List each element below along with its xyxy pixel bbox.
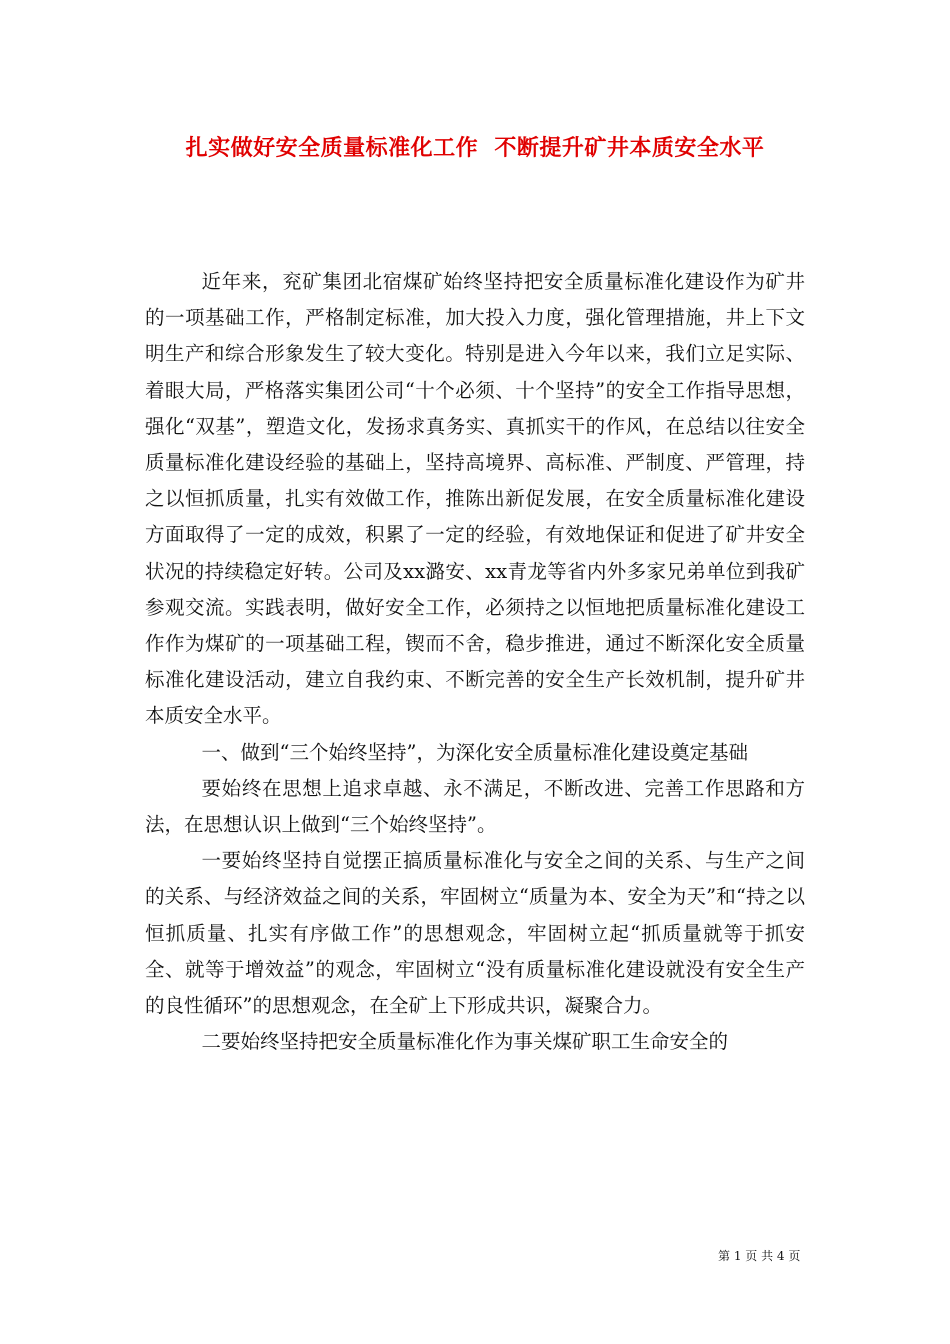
page-number: 第 1 页 共 4 页 <box>718 1249 801 1263</box>
paragraph-intro: 近年来，兖矿集团北宿煤矿始终坚持把安全质量标准化建设作为矿井的一项基础工作，严格制定标准，加大投入力度，强化管理措施，井上下文明生产和综合形象发生了较大变化。特别是进入今年以来，我们立足实际、着眼大局，严格落实集团公司“十个必须、十个坚持”的安全工作指导思想，强化“双基”，塑造文化，发扬求真务实、真抓实干的作风，在总结以往安全质量标准化建设经验的基础上，坚持高境界、高标准、严制度、严管理，持之以恒抓质量，扎实有效做工作，推陈出新促发展，在安全质量标准化建设方面取得了一定的成效，积累了一定的经验，有效地保证和促进了矿井安全状况的持续稳定好转。公司及xx潞安、xx青龙等省内外多家兄弟单位到我矿参观交流。实践表明，做好安全工作，必须持之以恒地把质量标准化建设工作作为煤矿的一项基础工程，锲而不舍，稳步推进，通过不断深化安全质量标准化建设活动，建立自我约束、不断完善的安全生产长效机制，提升矿井本质安全水平。 <box>145 270 805 728</box>
document-body <box>145 264 805 1060</box>
document-title: 扎实做好安全质量标准化工作 不断提升矿井本质安全水平 <box>185 135 765 161</box>
paragraph: 一要始终坚持自觉摆正搞质量标准化与安全之间的关系、与生产之间的关系、与经济效益之间的关系，牢固树立“质量为本、安全为天”和“持之以恒抓质量、扎实有序做工作”的思想观念，牢固树立起“抓质量就等于抓安全、就等于增效益”的观念，牢固树立“没有质量标准化建设就没有安全生产的良性循环”的思想观念，在全矿上下形成共识，凝聚合力。 <box>145 849 805 1018</box>
section-heading: 一、做到“三个始终坚持”，为深化安全质量标准化建设奠定基础 <box>201 740 748 764</box>
paragraph: 要始终在思想上追求卓越、永不满足，不断改进、完善工作思路和方法，在思想认识上做到“三个始终坚持”。 <box>145 776 805 837</box>
paragraph: 二要始终坚持把安全质量标准化作为事关煤矿职工生命安全的 <box>201 1030 729 1054</box>
